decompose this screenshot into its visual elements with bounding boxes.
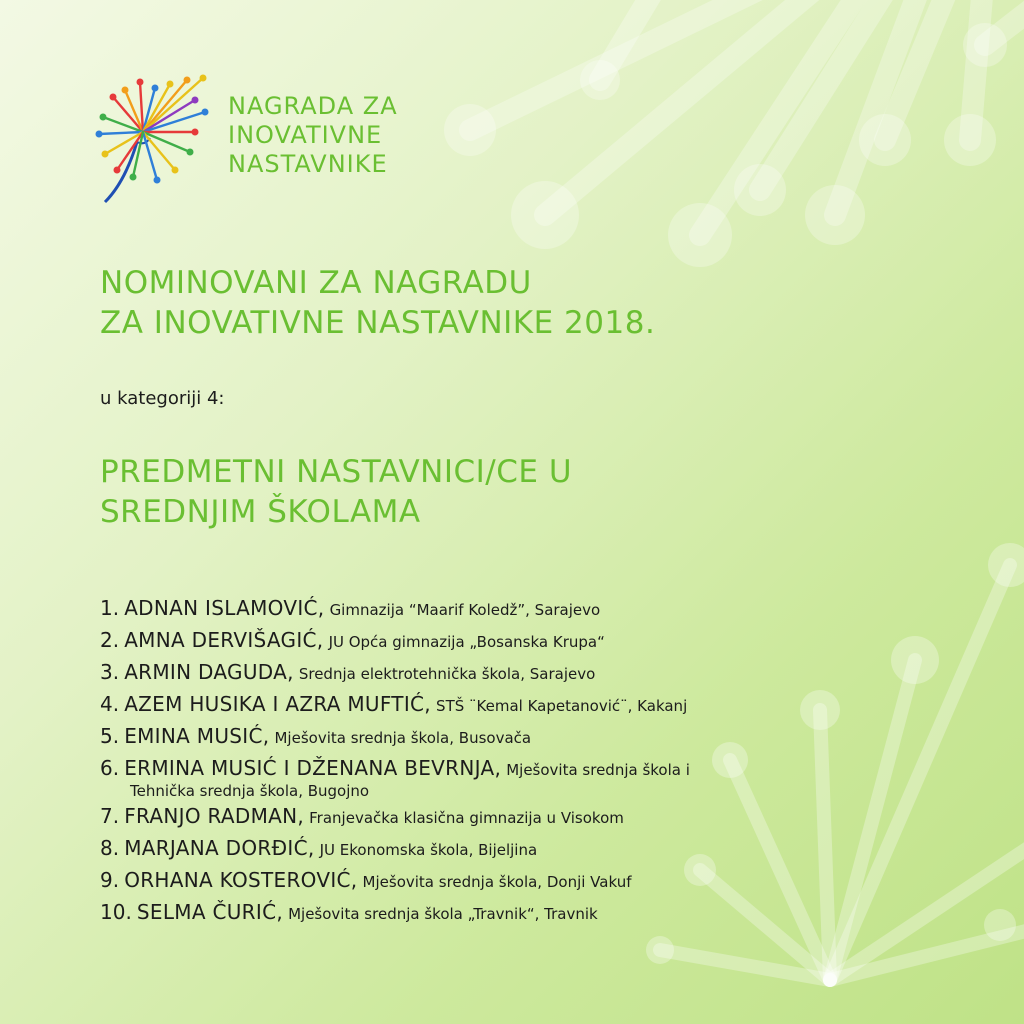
nominee-name: MARJANA DORĐIĆ, (124, 836, 315, 860)
award-logo (95, 72, 215, 207)
nominee-school: JU Opća gimnazija „Bosanska Krupa“ (328, 633, 605, 651)
main-heading-line-2: ZA INOVATIVNE NASTAVNIKE 2018. (100, 305, 656, 341)
nominee-school: Srednja elektrotehnička škola, Sarajevo (298, 665, 596, 683)
logo-line-1: NAGRADA ZA (228, 92, 398, 120)
nominee-item (100, 833, 880, 865)
nominee-name: ERMINA MUSIĆ I DŽENANA BEVRNJA, (124, 756, 502, 780)
nominee-item (100, 897, 880, 929)
nominee-item (100, 625, 880, 657)
nominee-number: 6. (100, 756, 120, 780)
nominee-number: 10. (100, 900, 132, 924)
nominee-name: AZEM HUSIKA I AZRA MUFTIĆ, (124, 692, 431, 716)
nominee-name: EMINA MUSIĆ, (124, 724, 270, 748)
nominee-school: Franjevačka klasična gimnazija u Visokom (309, 809, 624, 827)
nominee-number: 7. (100, 804, 120, 828)
nominee-item (100, 593, 880, 625)
category-heading-line-1: PREDMETNI NASTAVNICI/CE U (100, 454, 573, 490)
nominee-school: Gimnazija “Maarif Koledž”, Sarajevo (329, 601, 601, 619)
nominee-name: ORHANA KOSTEROVIĆ, (124, 868, 358, 892)
nominee-item (100, 721, 880, 753)
nominee-list (100, 593, 880, 929)
nominee-school: Mješovita srednja škola, Donji Vakuf (362, 873, 632, 891)
nominee-number: 2. (100, 628, 120, 652)
logo-line-3: NASTAVNIKE (228, 150, 388, 178)
category-label: u kategoriji 4: (100, 388, 225, 409)
nominee-name: ADNAN ISLAMOVIĆ, (124, 596, 325, 620)
main-heading-line-1: NOMINOVANI ZA NAGRADU (100, 265, 532, 301)
logo-line-2: INOVATIVNE (228, 121, 383, 149)
nominee-item (100, 801, 880, 833)
nominee-number: 3. (100, 660, 120, 684)
nominee-school: Mješovita srednja škola, Busovača (274, 729, 532, 747)
nominee-school: Mješovita srednja škola i (506, 761, 690, 779)
nominee-number: 1. (100, 596, 120, 620)
nominee-item (100, 657, 880, 689)
nominee-school: JU Ekonomska škola, Bijeljina (319, 841, 538, 859)
logo-wordmark (228, 92, 398, 179)
nominee-number: 8. (100, 836, 120, 860)
nominee-name: ARMIN DAGUDA, (124, 660, 294, 684)
nominee-item (100, 865, 880, 897)
category-heading (100, 452, 572, 532)
main-heading (100, 263, 655, 343)
nominee-name: FRANJO RADMAN, (124, 804, 305, 828)
nominee-number: 5. (100, 724, 120, 748)
nominee-item (100, 689, 880, 721)
nominee-name: AMNA DERVIŠAGIĆ, (124, 628, 324, 652)
nominee-number: 4. (100, 692, 120, 716)
nominee-school: Mješovita srednja škola „Travnik“, Travnik (288, 905, 598, 923)
nominee-name: SELMA ČURIĆ, (136, 900, 283, 924)
nominee-number: 9. (100, 868, 120, 892)
category-heading-line-2: SREDNJIM ŠKOLAMA (100, 494, 421, 530)
nominee-school-continued: Tehnička srednja škola, Bugojno (130, 782, 370, 800)
dandelion-logo-icon (95, 72, 215, 207)
nominee-item (100, 753, 880, 801)
nominee-school: STŠ ¨Kemal Kapetanović¨, Kakanj (436, 697, 688, 715)
